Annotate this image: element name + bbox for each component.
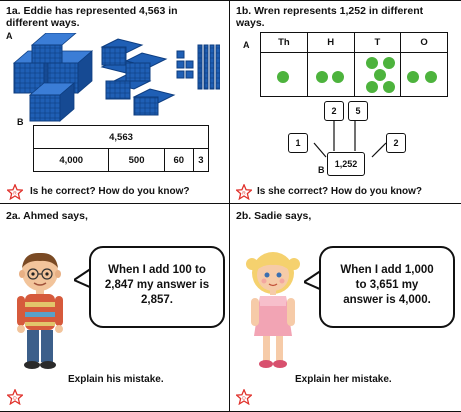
svg-text:D: D [13,396,17,402]
counter-tens [383,57,395,69]
part-box: 2 [386,133,406,153]
ten-rods [198,45,220,89]
speech-bubble [319,246,455,328]
speech-line: answer is 4,000. [343,294,431,306]
bar-model-whole: 4,563 [34,126,209,149]
place-value-chart [260,32,448,97]
ones-cubes [177,51,193,78]
boy-character-image [12,250,68,372]
q2a-title: 2a. Ahmed says, [6,210,88,222]
q1a-question: Is he correct? How do you know? [30,186,190,197]
speech-line: 2,847 my answer is [104,279,210,291]
svg-text:D: D [242,396,246,402]
pv-header-thousands: Th [261,33,308,53]
speech-line: to 3,651 my [355,279,419,291]
hundred-flats [102,39,174,115]
speech-line: 2,857. [141,294,173,306]
girl-character-image [244,250,302,372]
q1a-title-line1: 1a. Eddie has represented 4,563 in [6,5,178,17]
q1b-title-line2: ways. [236,17,265,29]
q2a-prompt: Explain his mistake. [68,374,164,385]
q1a-label-a: A [6,31,13,41]
svg-text:R: R [13,191,17,197]
star-icon [7,389,23,405]
counter-tens [374,69,386,81]
bar-model [33,125,209,172]
star-icon [236,389,252,405]
counter-hundreds [332,71,344,83]
star-icon [236,184,252,200]
part-box: 2 [324,101,344,121]
speech-line: When I add 100 to [108,264,206,276]
base-ten-blocks-image [10,33,220,123]
q1b-label-b: B [318,165,325,175]
counter-hundreds [316,71,328,83]
speech-line: When I add 1,000 [340,264,434,276]
q2b-prompt: Explain her mistake. [295,374,392,385]
q1b-label-a: A [243,40,250,50]
pv-header-hundreds: H [307,33,354,53]
bar-model-part: 3 [193,149,208,172]
part-box: 1 [288,133,308,153]
q1a-title-line2: different ways. [6,17,80,29]
counter-tens [366,57,378,69]
pv-header-ones: O [401,33,448,53]
q1b-question: Is she correct? How do you know? [257,186,423,197]
star-icon [7,184,23,200]
counter-tens [383,81,395,93]
svg-text:R: R [242,191,246,197]
pv-header-tens: T [354,33,401,53]
question-2b [230,204,461,411]
question-2a [0,204,229,411]
counter-thousands [277,71,289,83]
pv-cell-hundreds [307,53,354,97]
whole-box: 1,252 [327,152,365,176]
q1a-label-b: B [17,117,24,127]
counter-ones [407,71,419,83]
counter-ones [425,71,437,83]
part-box: 5 [348,101,368,121]
speech-bubble [89,246,225,328]
q2b-title: 2b. Sadie says, [236,210,312,222]
question-1a [0,1,229,203]
question-1b [230,1,461,203]
bar-model-part: 60 [164,149,193,172]
bar-model-part: 4,000 [34,149,109,172]
counter-tens [366,81,378,93]
bar-model-part: 500 [109,149,164,172]
q1b-title-line1: 1b. Wren represents 1,252 in different [236,5,424,17]
